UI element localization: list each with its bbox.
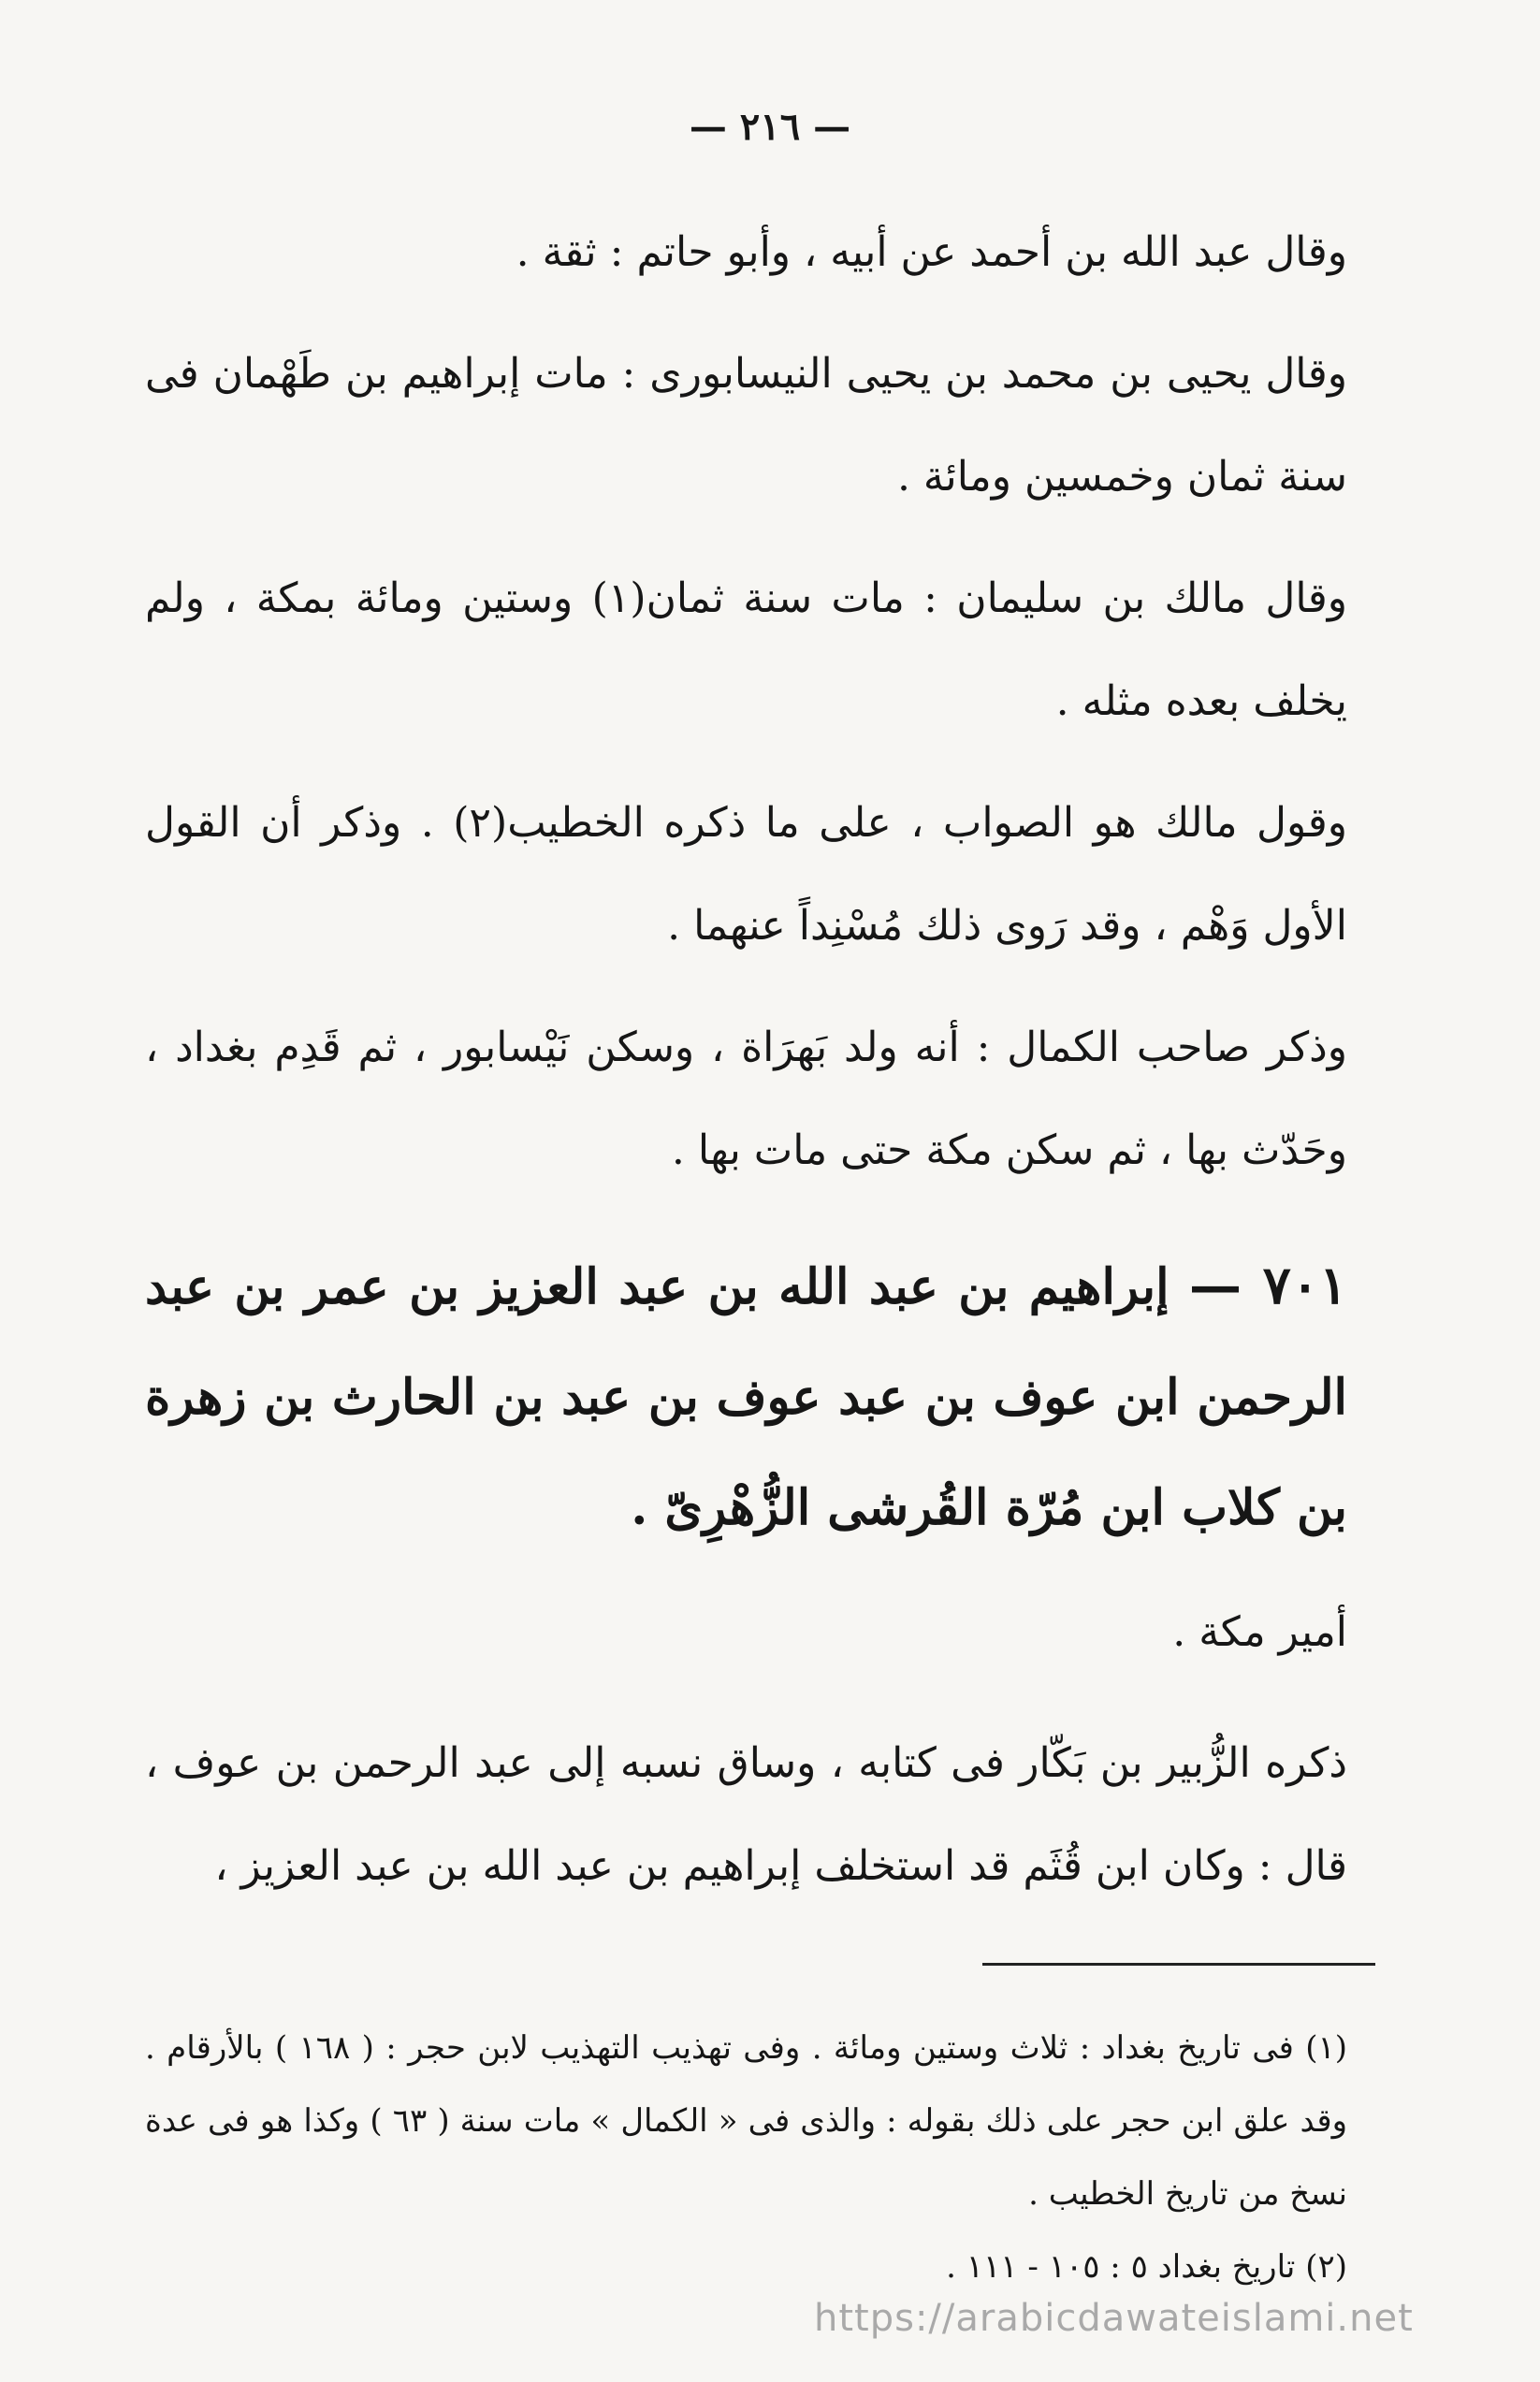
footnote: (٢) تاريخ بغداد ٥ : ١٠٥ - ١١١ . [946, 2248, 1347, 2286]
body-text-top [145, 201, 1347, 1202]
footnotes [145, 2012, 1347, 2303]
footnote: (١) فى تاريخ بغداد : ثلاث وستين ومائة . وفى تهذيب التهذيب لابن حجر : ( ١٦٨ ) بالأرقام . وقد علق ابن حجر على ذلك بقوله : والذى فى « الكمال » مات سنة ( ٦٣ ) وكذا هو فى عدة نسخ من تاريخ الخطيب . [145, 2029, 1347, 2213]
entry-number: ٧٠١ — [1188, 1255, 1348, 1316]
paragraph: أمير مكة . [1172, 1608, 1347, 1656]
paragraph: وذكر صاحب الكمال : أنه ولد بَهرَاة ، وسكن نَيْسابور ، ثم قَدِم بغداد ، وحَدّث بها ، ثم سكن مكة حتى مات بها . [145, 1024, 1347, 1174]
paragraph: ذكره الزُّبير بن بَكّار فى كتابه ، وساق نسبه إلى عبد الرحمن بن عوف ، قال : وكان ابن قُثَم قد استخلف إبراهيم بن عبد الله بن عبد العزيز ، [145, 1739, 1347, 1890]
body-text-bottom [145, 1581, 1347, 1918]
entry-heading-text: إبراهيم بن عبد الله بن عبد العزيز بن عمر بن عبد الرحمن ابن عوف بن عبد عوف بن عبد بن الحارث بن زهرة بن كلاب ابن مُرّة القُرشى الزُّهْرِىّ . [145, 1258, 1347, 1536]
paragraph: وقال يحيى بن محمد بن يحيى النيسابورى : مات إبراهيم بن طَهْمان فى سنة ثمان وخمسين ومائة . [145, 350, 1347, 501]
paragraph: وقول مالك هو الصواب ، على ما ذكره الخطيب(٢) . وذكر أن القول الأول وَهْم ، وقد رَوى ذلك مُسْنِداً عنهما . [145, 799, 1348, 950]
paragraph: وقال عبد الله بن أحمد عن أبيه ، وأبو حاتم : ثقة . [516, 228, 1347, 276]
page-number: — ٢١٦ — [689, 105, 851, 149]
entry-heading [145, 1230, 1347, 1563]
footnote-divider [982, 1963, 1375, 1966]
paragraph: وقال مالك بن سليمان : مات سنة ثمان(١) وستين ومائة بمكة ، ولم يخلف بعده مثله . [145, 574, 1348, 725]
watermark-url: https://arabicdawateislami.net [814, 2297, 1414, 2340]
